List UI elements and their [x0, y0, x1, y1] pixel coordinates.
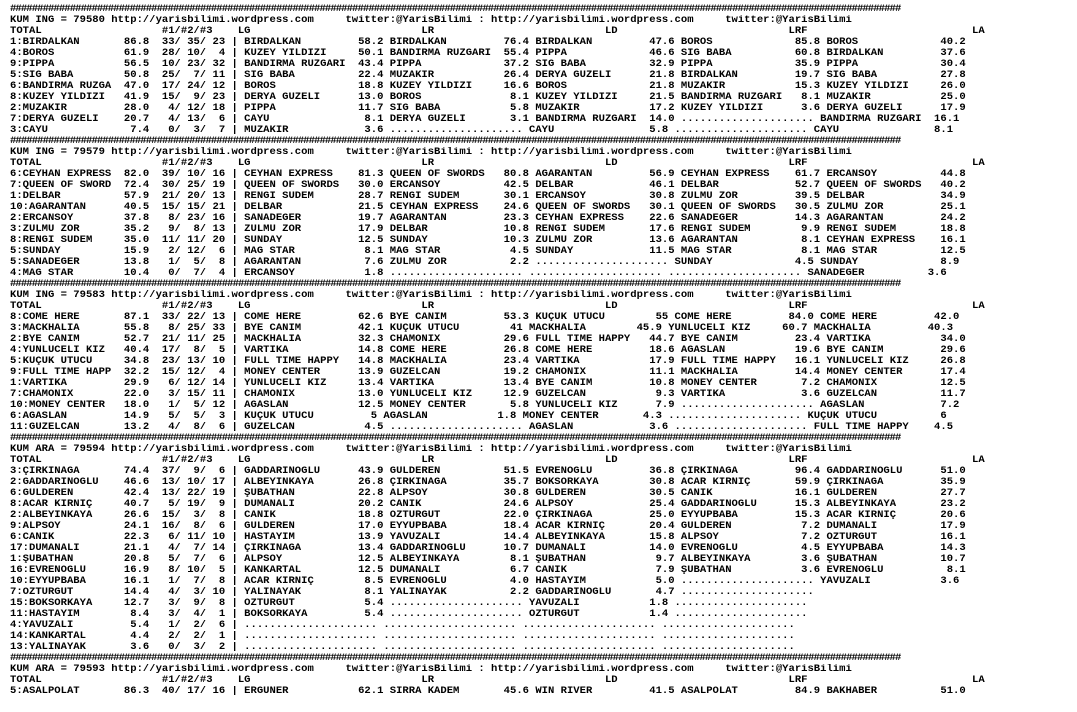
table-row: 5:KÜÇÜK ÜTÜCÜ 34.8 23/ 13/ 10 | FULL TIME HAPPY 14.8 MACKHALIA 23.4 VARTİKA 17.9 FULL TIME HAPPY 16.1 YÜNLÜCELİ KIZ 26.8: [10, 356, 966, 367]
separator-line: ####################################################################################################################################################################: [10, 136, 901, 147]
separator-line: ####################################################################################################################################################################: [10, 433, 901, 444]
column-headers: TOTAL #1/#2/#3 LG LR LD LRF LA: [10, 455, 985, 466]
table-row: 11:GÜZELCAN 13.2 4/ 8/ 6 | GÜZELCAN 4.5 ..................... AĞASLAN 3.6 ..................... FULL TIME HAPPY 4.5: [10, 422, 954, 433]
results-sheet: [10, 4, 1072, 697]
table-row: 7:DERYA GÜZELİ 20.7 4/ 13/ 6 | CAYU 8.1 DERYA GÜZELİ 3.1 BANDIRMA RÜZGARI 14.0 ..................... BANDIRMA RÜZGARI 16.1: [10, 114, 960, 125]
table-row: 3:CAYU 7.4 0/ 3/ 7 | MÜZAKIR 3.6 ..................... CAYU 5.8 ..................... CAYU 8.1: [10, 125, 954, 136]
table-row: 1:ŞUBATHAN 20.8 5/ 7/ 6 | ALPSOY 12.5 ALBEYİNKAYA 8.1 ŞUBATHAN 9.7 ALBEYİNKAYA 3.6 ŞUBATHAN 10.7: [10, 554, 966, 565]
table-row: 4:MAG STAR 10.4 0/ 7/ 4 | ERCANSOY 1.8 ..................... ..................... ..................... SANADEĞER 3.6: [10, 268, 947, 279]
table-row: 5:SANADEĞER 13.8 1/ 5/ 8 | AĞARANTAN 7.6 ZÜLMÜ ZOR 2.2 ..................... SUNDAY 4.5 SUNDAY 8.9: [10, 257, 960, 268]
race-header: KUM ING = 79583 http://yarisbilimi.wordpress.com twitter:@YarisBilimi : http://yarisbilimi.wordpress.com twitter:@YarisBilimi: [10, 290, 852, 301]
table-row: 6:GÜLDEREN 42.4 13/ 22/ 19 | ŞUBATHAN 22.8 ALPSOY 30.8 GÜLDEREN 30.5 CANİK 16.1 GÜLDEREN 27.7: [10, 488, 966, 499]
table-row: 4:YAVUZALİ 5.4 1/ 2/ 6 | ..................... ..................... ..................... .....................: [10, 620, 795, 631]
table-row: 8:KUZEY YILDIZI 41.9 15/ 9/ 23 | DERYA GÜZELİ 13.0 BOROS 8.1 KUZEY YILDIZI 21.5 BANDIRMA RÜZGARI 8.1 MÜZAKIR 25.0: [10, 92, 966, 103]
table-row: 9:PIPPA 56.5 10/ 23/ 32 | BANDIRMA RÜZGARI 43.4 PIPPA 37.2 SIĞ BABA 32.9 PIPPA 35.9 PIPPA 30.4: [10, 59, 966, 70]
table-row: 9:ALPSOY 24.1 16/ 8/ 6 | GÜLDEREN 17.0 EYYUPBABA 18.4 ACAR KIRNIÇ 20.4 GÜLDEREN 7.2 DUMANALİ 17.9: [10, 521, 966, 532]
table-row: 2:ALBEYİNKAYA 26.6 15/ 3/ 8 | CANİK 18.8 ÖZTURGUT 22.0 ÇIRKİNAĞA 25.0 EYYUPBABA 15.3 ACAR KIRNIÇ 20.6: [10, 510, 966, 521]
race-header: KUM ING = 79579 http://yarisbilimi.wordpress.com twitter:@YarisBilimi : http://yarisbilimi.wordpress.com twitter:@YarisBilimi: [10, 147, 852, 158]
table-row: 5:SIĞ BABA 50.8 25/ 7/ 11 | SIĞ BABA 22.4 MÜZAKIR 26.4 DERYA GÜZELİ 21.8 BIRDALKAN 19.7 SIĞ BABA 27.8: [10, 70, 966, 81]
separator-line: ####################################################################################################################################################################: [10, 653, 901, 664]
table-row: 7:QUEEN OF SWORD 72.4 30/ 25/ 19 | QUEEN OF SWORDS 30.0 ERCANSOY 42.5 DELBAR 46.1 DELBAR 52.7 QUEEN OF SWORDS 40.2: [10, 180, 966, 191]
table-row: 2:BYE CANIM 52.7 21/ 11/ 25 | MACKHALIA 32.3 CHAMONIX 29.6 FULL TIME HAPPY 44.7 BYE CANIM 23.4 VARTİKA 34.0: [10, 334, 966, 345]
table-row: 7:CHAMONIX 22.0 3/ 15/ 11 | CHAMONIX 13.0 YÜNLÜCELİ KIZ 12.9 GÜZELCAN 9.3 VARTİKA 3.6 GÜZELCAN 11.7: [10, 389, 966, 400]
table-row: 10:MONEY CENTER 18.0 1/ 5/ 12 | AĞASLAN 12.5 MONEY CENTER 5.8 YÜNLÜCELİ KIZ 7.9 ..................... AĞASLAN 7.2: [10, 400, 960, 411]
table-row: 9:FULL TIME HAPP 32.2 15/ 12/ 4 | MONEY CENTER 13.9 GÜZELCAN 19.2 CHAMONIX 11.1 MACKHALIA 14.4 MONEY CENTER 17.4: [10, 367, 966, 378]
table-row: 3:MACKHALIA 55.8 8/ 25/ 33 | BYE CANIM 42.1 KÜÇÜK ÜTÜCÜ 41 MACKHALIA 45.9 YÜNLÜCELİ KIZ 60.7 MACKHALIA 40.3: [10, 323, 954, 334]
table-row: 1:BIRDALKAN 86.8 33/ 35/ 23 | BIRDALKAN 58.2 BIRDALKAN 76.4 BIRDALKAN 47.6 BOROS 85.8 BOROS 40.2: [10, 37, 966, 48]
column-headers: TOTAL #1/#2/#3 LG LR LD LRF LA: [10, 301, 985, 312]
table-row: 2:ERCANSOY 37.8 8/ 23/ 16 | SANADEĞER 19.7 AĞARANTAN 23.3 CEYHAN EXPRESS 22.6 SANADEĞER 14.3 AĞARANTAN 24.2: [10, 213, 966, 224]
column-headers: TOTAL #1/#2/#3 LG LR LD LRF LA: [10, 158, 985, 169]
table-row: 2:MÜZAKIR 28.0 4/ 12/ 18 | PIPPA 11.7 SIĞ BABA 5.8 MÜZAKIR 17.2 KUZEY YILDIZI 3.6 DERYA GÜZELİ 17.9: [10, 103, 966, 114]
table-row: 8:ACAR KIRNIÇ 40.7 5/ 19/ 9 | DUMANALİ 20.2 CANİK 24.6 ALPSOY 25.4 GADDARINOĞLU 15.3 ALBEYİNKAYA 23.2: [10, 499, 966, 510]
table-row: 6:AĞASLAN 14.9 5/ 5/ 3 | KÜÇÜK ÜTÜCÜ 5 AĞASLAN 1.8 MONEY CENTER 4.3 ..................... KÜÇÜK ÜTÜCÜ 6: [10, 411, 947, 422]
table-row: 1:DELBAR 57.9 21/ 20/ 13 | RENGİ SUDEM 28.7 RENGİ SUDEM 30.1 ERCANSOY 30.8 ZÜLMÜ ZOR 39.5 DELBAR 34.9: [10, 191, 966, 202]
table-row: 6:BANDIRMA RÜZGA 47.0 17/ 24/ 12 | BOROS 18.8 KUZEY YILDIZI 16.6 BOROS 21.8 MÜZAKIR 15.3 KUZEY YILDIZI 26.0: [10, 81, 966, 92]
table-row: 3:ZÜLMÜ ZOR 35.2 9/ 8/ 13 | ZÜLMÜ ZOR 17.9 DELBAR 10.8 RENGİ SUDEM 17.6 RENGİ SUDEM 9.9 RENGİ SUDEM 18.8: [10, 224, 966, 235]
table-row: 10:AĞARANTAN 40.5 15/ 15/ 21 | DELBAR 21.5 CEYHAN EXPRESS 24.6 QUEEN OF SWORDS 30.1 QUEEN OF SWORDS 30.5 ZÜLMÜ ZOR 25.1: [10, 202, 966, 213]
separator-line: ####################################################################################################################################################################: [10, 4, 901, 15]
table-row: 10:EYYUPBABA 16.1 1/ 7/ 8 | ACAR KIRNIÇ 8.5 EVRENOĞLU 4.0 HASTAYIM 5.0 ..................... YAVUZALİ 3.6: [10, 576, 960, 587]
table-row: 8:COME HERE 87.1 33/ 22/ 13 | COME HERE 62.6 BYE CANIM 53.3 KÜÇÜK ÜTÜCÜ 55 COME HERE 84.0 COME HERE 42.0: [10, 312, 960, 323]
table-row: 5:SUNDAY 15.9 2/ 12/ 6 | MAG STAR 8.1 MAG STAR 4.5 SUNDAY 11.5 MAG STAR 8.1 MAG STAR 12.5: [10, 246, 966, 257]
table-row: 2:GADDARINOĞLU 46.6 13/ 10/ 17 | ALBEYİNKAYA 26.8 ÇIRKİNAĞA 35.7 BOKSÖRKAYA 30.8 ACAR KIRNIÇ 59.9 ÇIRKİNAĞA 35.9: [10, 477, 966, 488]
table-row: 16:EVRENOĞLU 16.9 8/ 10/ 5 | KANKARTAL 12.5 DUMANALİ 6.7 CANİK 7.9 ŞUBATHAN 3.6 EVRENOĞLU 8.1: [10, 565, 966, 576]
table-row: 3:ÇIRKİNAĞA 74.4 37/ 9/ 6 | GADDARINOĞLU 43.9 GÜLDEREN 51.5 EVRENOĞLU 36.8 ÇIRKİNAĞA 96.4 GADDARINOĞLU 51.0: [10, 466, 966, 477]
table-row: 1:VARTİKA 29.9 6/ 12/ 14 | YÜNLÜCELİ KIZ 13.4 VARTİKA 13.4 BYE CANIM 10.8 MONEY CENTER 7.2 CHAMONIX 12.5: [10, 378, 966, 389]
table-row: 13:YALINAYAK 3.6 0/ 3/ 2 | ..................... ..................... ..................... .....................: [10, 642, 795, 653]
race-header: KUM ARA = 79594 http://yarisbilimi.wordpress.com twitter:@YarisBilimi : http://yarisbilimi.wordpress.com twitter:@YarisBilimi: [10, 444, 852, 455]
table-row: 17:DUMANALİ 21.1 4/ 7/ 14 | ÇIRKİNAĞA 13.4 GADDARINOĞLU 10.7 DUMANALİ 14.0 EVRENOĞLU 4.5 EYYUPBABA 14.3: [10, 543, 966, 554]
table-row: 4:BOROS 61.9 28/ 10/ 4 | KUZEY YILDIZI 50.1 BANDIRMA RÜZGARI 55.4 PIPPA 46.6 SIĞ BABA 60.8 BIRDALKAN 37.6: [10, 48, 966, 59]
table-row: 14:KANKARTAL 4.4 2/ 2/ 1 | ..................... ..................... ..................... .....................: [10, 631, 795, 642]
table-row: 8:RENGİ SUDEM 35.0 11/ 11/ 20 | SUNDAY 12.5 SUNDAY 10.3 ZÜLMÜ ZOR 13.6 AĞARANTAN 8.1 CEYHAN EXPRESS 16.1: [10, 235, 966, 246]
race-header: KUM ING = 79580 http://yarisbilimi.wordpress.com twitter:@YarisBilimi : http://yarisbilimi.wordpress.com twitter:@YarisBilimi: [10, 15, 852, 26]
race-header: KUM ARA = 79593 http://yarisbilimi.wordpress.com twitter:@YarisBilimi : http://yarisbilimi.wordpress.com twitter:@YarisBilimi: [10, 664, 852, 675]
table-row: 7:ÖZTURGUT 14.4 4/ 3/ 10 | YALINAYAK 8.1 YALINAYAK 2.2 GADDARINOĞLU 4.7 .....................: [10, 587, 814, 598]
separator-line: ####################################################################################################################################################################: [10, 279, 901, 290]
column-headers: TOTAL #1/#2/#3 LG LR LD LRF LA: [10, 26, 985, 37]
table-row: 11:HASTAYIM 8.4 3/ 4/ 1 | BOKSÖRKAYA 5.4 ..................... ÖZTURGUT 1.4 .....................: [10, 609, 808, 620]
table-row: 5:ASALPOLAT 86.3 40/ 17/ 16 | ERGUNER 62.1 SIRRA KADEM 45.6 WIN RIVER 41.5 ASALPOLAT 84.9 BAKHABER 51.0: [10, 686, 966, 697]
table-row: 6:CANİK 22.3 6/ 11/ 10 | HASTAYIM 13.9 YAVUZALİ 14.4 ALBEYİNKAYA 15.8 ALPSOY 7.2 ÖZTURGUT 16.1: [10, 532, 966, 543]
column-headers: TOTAL #1/#2/#3 LG LR LD LRF LA: [10, 675, 985, 686]
table-row: 4:YÜNLÜCELİ KIZ 40.4 17/ 8/ 5 | VARTİKA 14.8 COME HERE 26.8 COME HERE 18.6 AĞASLAN 19.6 BYE CANIM 29.6: [10, 345, 966, 356]
table-row: 15:BOKSÖRKAYA 12.7 3/ 9/ 8 | ÖZTURGUT 5.4 ..................... YAVUZALİ 1.8 .....................: [10, 598, 808, 609]
table-row: 6:CEYHAN EXPRESS 82.0 39/ 10/ 16 | CEYHAN EXPRESS 81.3 QUEEN OF SWORDS 80.8 AĞARANTAN 56.9 CEYHAN EXPRESS 61.7 ERCANSOY 44.8: [10, 169, 966, 180]
